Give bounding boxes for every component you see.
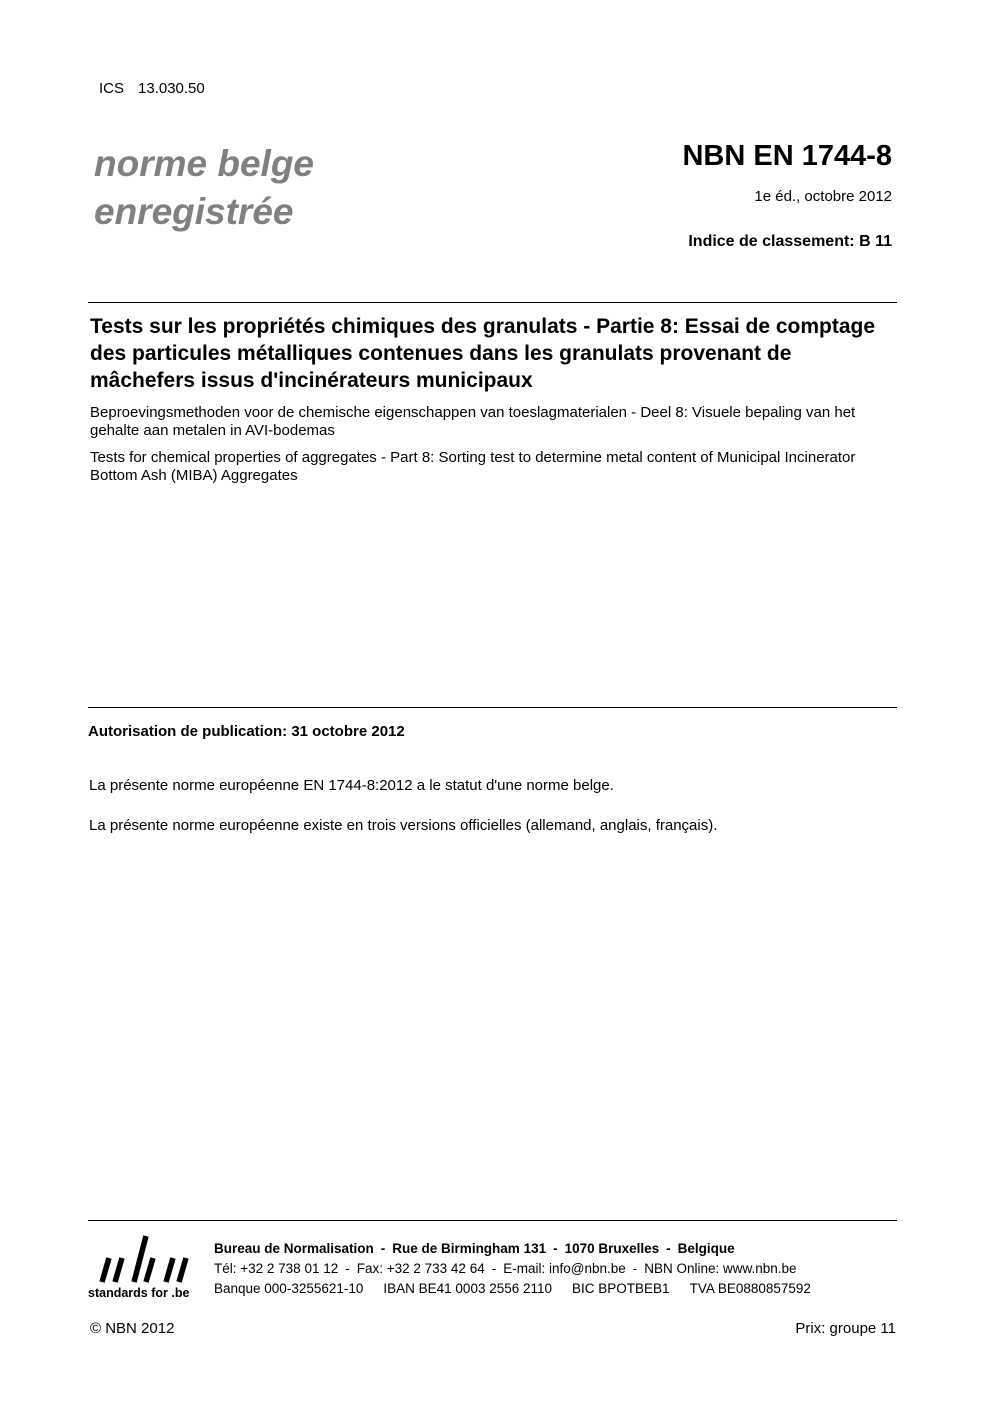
footer-contact: Tél: +32 2 738 01 12 - Fax: +32 2 733 42 64 - E-mail: info@nbn.be - NBN Online: www.nbn.be: [214, 1261, 797, 1276]
footer-bank: [214, 1281, 811, 1296]
divider-top: [88, 302, 897, 303]
bank-account: Banque 000-3255621-10: [214, 1281, 364, 1296]
website: NBN Online: www.nbn.be: [644, 1261, 797, 1276]
ics-code: [99, 80, 205, 97]
title-english: Tests for chemical properties of aggregates - Part 8: Sorting test to determine metal content of Municipal Incinerator Bottom Ash (MIBA) Aggregates: [90, 449, 856, 484]
ics-number: 13.030.50: [138, 80, 205, 97]
title-dutch: Beproevingsmethoden voor de chemische eigenschappen van toeslagmaterialen - Deel 8: Visuele bepaling van het gehalte aan metalen in AVI-bodemas: [90, 404, 856, 439]
publication-authorisation: Autorisation de publication: 31 octobre 2012: [88, 723, 405, 740]
street: Rue de Birmingham 131: [392, 1241, 547, 1256]
footer-address: Bureau de Normalisation - Rue de Birmingham 131 - 1070 Bruxelles - Belgique: [214, 1241, 735, 1256]
status-statement: La présente norme européenne EN 1744-8:2012 a le statut d'une norme belge.: [89, 777, 614, 794]
classification-index: Indice de classement: B 11: [688, 233, 892, 250]
bic: BIC BPOTBEB1: [572, 1281, 670, 1296]
ics-label: ICS: [99, 80, 125, 97]
versions-statement: La présente norme européenne existe en trois versions officielles (allemand, anglais, français).: [89, 817, 718, 834]
divider-middle: [88, 707, 897, 708]
norm-type-line1: norme belge: [94, 143, 314, 184]
price-group: Prix: groupe 11: [795, 1320, 896, 1337]
copyright: © NBN 2012: [90, 1320, 175, 1337]
norm-type-line2: enregistrée: [94, 191, 294, 232]
logo-tagline: standards for .be: [88, 1286, 190, 1300]
city: 1070 Bruxelles: [564, 1241, 660, 1256]
norm-type: [94, 140, 314, 236]
country: Belgique: [677, 1241, 735, 1256]
edition-date: 1e éd., octobre 2012: [754, 188, 892, 205]
standard-code: NBN EN 1744-8: [682, 140, 892, 172]
fax: Fax: +32 2 733 42 64: [356, 1261, 485, 1276]
divider-footer: [88, 1220, 897, 1221]
phone: Tél: +32 2 738 01 12: [214, 1261, 339, 1276]
iban: IBAN BE41 0003 2556 2110: [383, 1281, 553, 1296]
vat-number: TVA BE0880857592: [689, 1281, 811, 1296]
title-french: Tests sur les propriétés chimiques des granulats - Partie 8: Essai de comptage des particules métalliques contenues dans les granulats provenant de mâchefers issus d'incinérateurs municipaux: [90, 315, 876, 392]
org-name: Bureau de Normalisation: [214, 1241, 374, 1256]
email: E-mail: info@nbn.be: [503, 1261, 626, 1276]
